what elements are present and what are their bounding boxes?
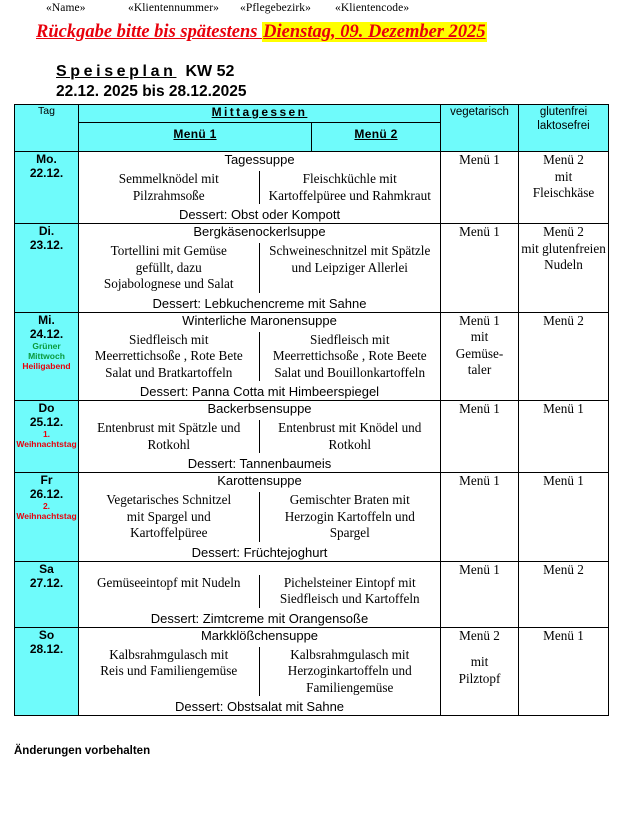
menu-plan-table (14, 104, 609, 716)
vegetarian-option-cell: Menü 1 (441, 561, 519, 627)
return-deadline-notice (36, 22, 596, 43)
day-name: Sa (39, 561, 54, 576)
vegetarian-option-cell: Menü 1 (441, 401, 519, 473)
day-note: Mittwoch (28, 350, 65, 361)
day-name: So (38, 627, 55, 642)
footer-disclaimer: Änderungen vorbehalten (14, 745, 151, 757)
menu-columns (79, 492, 440, 542)
day-date: 22.12. (29, 166, 64, 180)
day-cell (15, 627, 79, 716)
dessert-text: Dessert: Lebkuchencreme mit Sahne (152, 295, 367, 311)
menu-1-text: Tortellini mit Gemüse gefüllt, dazu Sojabolognese und Salat (79, 243, 260, 293)
dessert-text: Dessert: Panna Cotta mit Himbeerspiegel (139, 384, 380, 399)
table-row (15, 473, 609, 562)
day-name: Di. (38, 224, 55, 238)
return-deadline-date: Dienstag, 09. Dezember 2025 (263, 22, 486, 42)
meal-cell (79, 473, 441, 562)
menu-1-text: Vegetarisches Schnitzel mit Spargel und Kartoffelpüree (79, 492, 260, 542)
day-name: Mo. (36, 152, 57, 166)
menu-1-text: Semmelknödel mit Pilzrahmsoße (79, 171, 260, 204)
menu-2-text: Entenbrust mit Knödel und Rotkohl (278, 420, 422, 452)
vegetarian-option-cell: Menü 2 mit Pilztopf (441, 627, 519, 716)
header-glutenfree-line1: glutenfrei (539, 106, 588, 118)
day-note: Heiligabend (22, 360, 71, 371)
table-row (15, 224, 609, 313)
day-note: Grüner (32, 340, 61, 351)
meal-cell (79, 627, 441, 716)
vegetarian-option-cell: Menü 1 (441, 473, 519, 562)
soup-of-the-day: Karottensuppe (217, 473, 302, 488)
menu-columns (79, 575, 440, 608)
table-body (15, 152, 609, 716)
menu-2-text: Fleischküchle mit Kartoffelpüree und Rahmkraut (268, 171, 431, 203)
header-day: Tag (15, 105, 79, 152)
soup-of-the-day (79, 562, 440, 572)
glutenfree-option-cell: Menü 2 (519, 561, 609, 627)
dessert-text: Dessert: Zimtcreme mit Orangensoße (150, 610, 369, 626)
header-vegetarian: vegetarisch (441, 105, 519, 152)
merge-field-client-code: «Klientencode» (335, 2, 410, 14)
day-name: Mi. (38, 312, 55, 327)
dessert-text: Dessert: Obst oder Kompott (178, 207, 341, 222)
day-cell (15, 152, 79, 224)
header-lunch-label: Mittagessen (211, 105, 308, 119)
day-note: 2. (42, 501, 51, 511)
header-glutenfree (519, 105, 609, 152)
meal-cell (79, 312, 441, 401)
glutenfree-option-cell: Menü 2 (519, 312, 609, 401)
table-header (15, 105, 609, 152)
day-date: 26.12. (29, 487, 64, 501)
meal-cell (79, 561, 441, 627)
day-date: 27.12. (29, 575, 64, 590)
table-row (15, 561, 609, 627)
meal-cell (79, 152, 441, 224)
menu-2-text: Kalbsrahmgulasch mit Herzoginkartoffeln und Familiengemüse (287, 646, 412, 695)
merge-field-name: «Name» (46, 2, 86, 14)
calendar-week: KW 52 (185, 63, 235, 80)
day-cell (15, 224, 79, 313)
day-note: Weihnachtstag (16, 439, 77, 449)
meal-cell (79, 401, 441, 473)
menu-1-text: Siedfleisch mit Meerrettichsoße , Rote Bete Salat und Bratkartoffeln (79, 332, 260, 382)
menu-2-text: Pichelsteiner Eintopf mit Siedfleisch und Kartoffeln (279, 574, 420, 606)
merge-field-client-number: «Klientennummer» (128, 2, 220, 14)
menu-2-text: Siedfleisch mit Meerrettichsoße , Rote Beete Salat und Bouillonkartoffeln (272, 331, 427, 380)
soup-of-the-day: Bergkäsenockerlsuppe (193, 224, 326, 239)
day-date: 23.12. (29, 238, 64, 252)
menu-columns (79, 171, 440, 204)
menu-1-text: Entenbrust mit Spätzle und Rotkohl (79, 420, 260, 453)
day-cell (15, 401, 79, 473)
header-menu1: Menü 1 (79, 123, 312, 151)
day-date: 24.12. (29, 326, 64, 341)
soup-of-the-day: Tagessuppe (224, 152, 295, 167)
page-title: Speiseplan (56, 63, 177, 80)
day-note: 1. (42, 429, 51, 439)
header-lunch (79, 105, 441, 123)
day-cell (15, 473, 79, 562)
table-row (15, 152, 609, 224)
dessert-text: Dessert: Tannenbaumeis (187, 456, 332, 471)
menu-1-text: Gemüseeintopf mit Nudeln (79, 575, 260, 608)
menu-columns (79, 243, 440, 293)
menu-columns (79, 332, 440, 382)
vegetarian-option-cell: Menü 1 (441, 152, 519, 224)
meal-cell (79, 224, 441, 313)
day-name: Do (38, 401, 55, 415)
merge-field-care-district: «Pflegebezirk» (240, 2, 312, 14)
menu-2-text: Schweineschnitzel mit Spätzle und Leipziger Allerlei (269, 243, 431, 275)
day-date: 28.12. (29, 641, 64, 656)
soup-of-the-day: Winterliche Maronensuppe (182, 312, 337, 328)
dessert-text: Dessert: Obstsalat mit Sahne (174, 699, 345, 714)
header-menu-columns (79, 123, 441, 152)
glutenfree-option-cell: Menü 1 (519, 627, 609, 716)
glutenfree-option-cell: Menü 1 (519, 401, 609, 473)
day-note: Weihnachtstag (16, 511, 77, 521)
glutenfree-option-cell: Menü 2 mit Fleischkäse (519, 152, 609, 224)
table-row (15, 627, 609, 716)
header-glutenfree-line2: laktosefrei (537, 120, 590, 132)
vegetarian-option-cell: Menü 1 mit Gemüse- taler (441, 312, 519, 401)
merge-field-line (46, 2, 606, 14)
vegetarian-option-cell: Menü 1 (441, 224, 519, 313)
soup-of-the-day: Markklößchensuppe (200, 627, 319, 643)
return-deadline-lead: Rückgabe bitte bis spätestens (36, 22, 258, 42)
day-cell (15, 312, 79, 401)
menu-title-line (56, 62, 246, 82)
header-menu2: Menü 2 (354, 127, 398, 141)
table-row (15, 401, 609, 473)
day-name: Fr (40, 473, 53, 487)
menu-1-text: Kalbsrahmgulasch mit Reis und Familiengemüse (79, 647, 260, 697)
menu-columns (79, 420, 440, 453)
menu-title-block (56, 62, 246, 101)
menu-2-text: Gemischter Braten mit Herzogin Kartoffeln und Spargel (284, 492, 415, 540)
header-row (15, 105, 609, 123)
dessert-text: Dessert: Früchtejoghurt (191, 544, 328, 560)
day-date: 25.12. (29, 415, 64, 429)
menu-columns (79, 647, 440, 697)
soup-of-the-day: Backerbsensuppe (207, 401, 312, 416)
table-row (15, 312, 609, 401)
glutenfree-option-cell: Menü 2 mit glutenfreien Nudeln (519, 224, 609, 313)
glutenfree-option-cell: Menü 1 (519, 473, 609, 562)
date-range: 22.12. 2025 bis 28.12.2025 (56, 83, 247, 100)
day-cell (15, 561, 79, 627)
